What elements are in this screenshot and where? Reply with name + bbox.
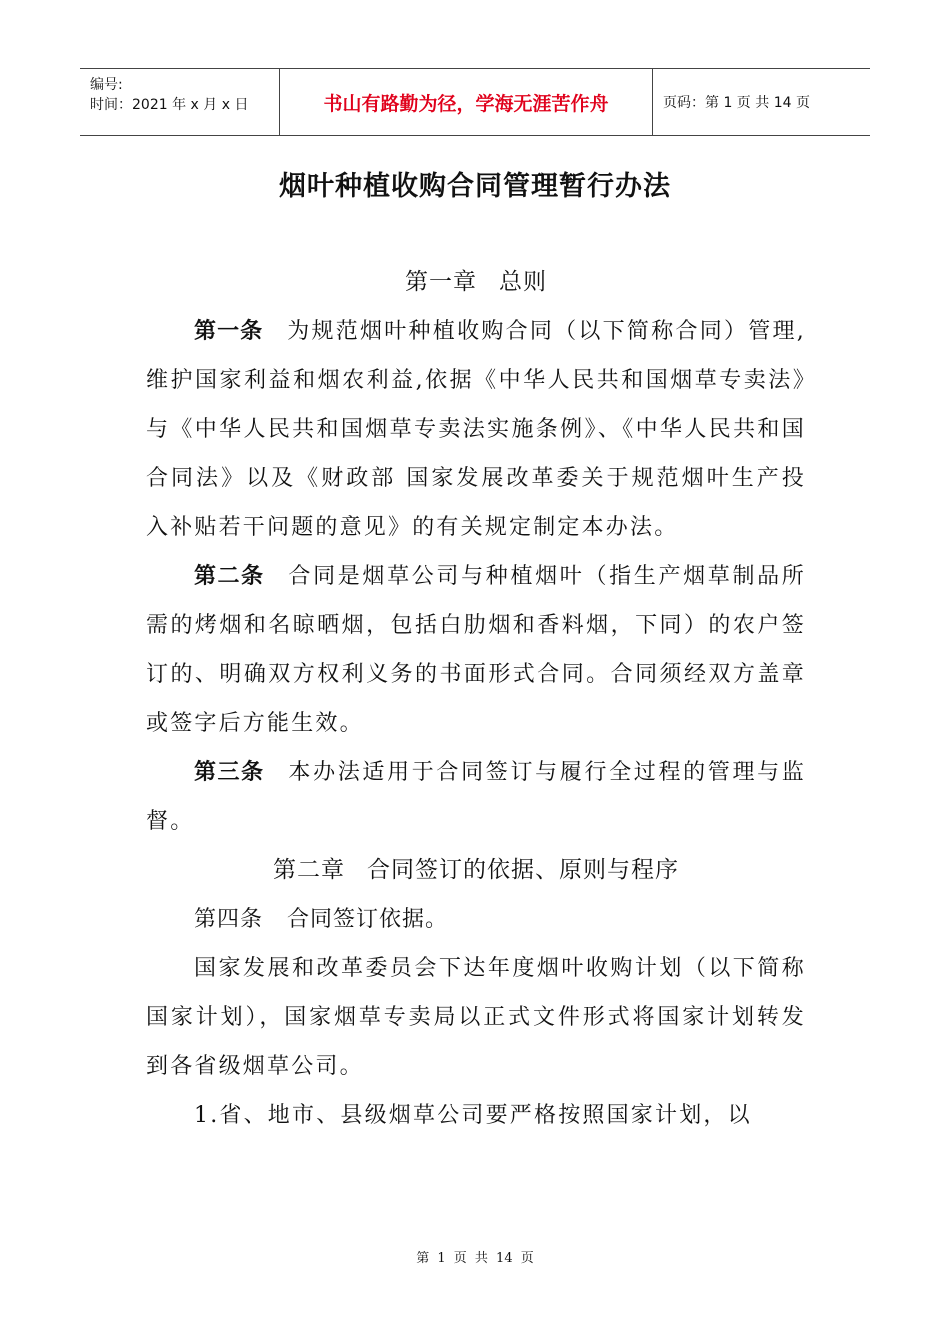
header-meta — [80, 69, 280, 135]
chapter-number: 第一章 — [405, 269, 477, 295]
page-footer: 第 1 页 共 14 页 — [416, 1251, 534, 1266]
header-motto: 书山有路勤为径，学海无涯苦作舟 — [280, 69, 653, 135]
article-text: 合同签订依据。 — [287, 907, 449, 932]
article-text: 合同是烟草公司与种植烟叶（指生产烟草制品所需的烤烟和名晾晒烟，包括白肋烟和香料烟，下同）的农户签订的、明确双方权利义务的书面形式合同。合同须经双方盖章或签字后方能生效。 — [146, 564, 806, 736]
chapter-1-heading — [146, 258, 806, 307]
document-time-label: 时间：2021 年 x 月 x 日 — [90, 97, 249, 113]
chapter-2-heading — [146, 846, 806, 895]
article-1 — [146, 307, 806, 552]
document-title: 烟叶种植收购合同管理暂行办法 — [279, 171, 671, 202]
list-item-1: 1.省、地市、县级烟草公司要严格按照国家计划，以 — [194, 1103, 752, 1128]
article-label: 第一条 — [194, 319, 264, 344]
document-body — [146, 258, 806, 1140]
chapter-name: 总则 — [499, 269, 547, 295]
article-label: 第四条 — [194, 907, 264, 932]
paragraph-national-plan: 国家发展和改革委员会下达年度烟叶收购计划（以下简称国家计划），国家烟草专卖局以正式文件形式将国家计划转发到各省级烟草公司。 — [146, 956, 806, 1079]
chapter-name: 合同签订的依据、原则与程序 — [367, 857, 679, 883]
header-page-info: 页码：第 1 页 共 14 页 — [663, 95, 810, 111]
chapter-number: 第二章 — [273, 857, 345, 883]
article-3 — [146, 748, 806, 846]
article-label: 第三条 — [194, 760, 265, 785]
article-text: 本办法适用于合同签订与履行全过程的管理与监督。 — [146, 760, 806, 834]
article-2 — [146, 552, 806, 748]
article-label: 第二条 — [194, 564, 265, 589]
article-4 — [146, 895, 806, 944]
article-text: 为规范烟叶种植收购合同（以下简称合同）管理,维护国家利益和烟农利益,依据《中华人民共和国烟草专卖法》与《中华人民共和国烟草专卖法实施条例》、《中华人民共和国合同法》以及《财政部 国家发展改革委关于规范烟叶生产投入补贴若干问题的意见》的有关规定制定本办法。 — [146, 319, 806, 540]
page-header — [80, 68, 870, 136]
document-number-label: 编号: — [90, 77, 123, 93]
